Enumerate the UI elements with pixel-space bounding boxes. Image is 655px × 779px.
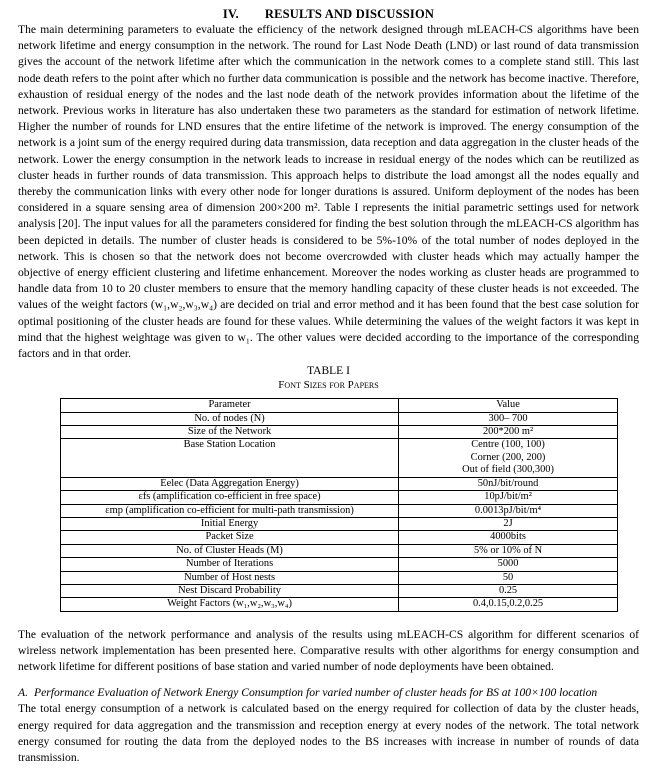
table-row: [61, 584, 618, 597]
base-station-out-of-field: Out of field (300,300): [462, 464, 554, 476]
table-header-value: Value: [399, 399, 618, 412]
spacer: [18, 612, 639, 627]
table-cell-value: [399, 439, 618, 477]
table-row: [61, 571, 618, 584]
table-row: [61, 598, 618, 611]
table-cell-parameter: Number of Host nests: [61, 571, 399, 584]
table-cell-value: 200*200 m²: [399, 426, 618, 439]
table-cell-parameter: No. of nodes (N): [61, 412, 399, 425]
table-cell-parameter: Initial Energy: [61, 517, 399, 530]
table-row: [61, 439, 618, 477]
table-cell-value: 4000bits: [399, 531, 618, 544]
table-row: [61, 491, 618, 504]
table-cell-parameter: Number of Iterations: [61, 558, 399, 571]
table-cell-value: 5000: [399, 558, 618, 571]
table-cell-value: 50: [399, 571, 618, 584]
table-cell-value: 0.25: [399, 584, 618, 597]
table-row: [61, 531, 618, 544]
table-cell-value: 50nJ/bit/round: [399, 477, 618, 490]
table-cell-value: 300– 700: [399, 412, 618, 425]
table-row: [61, 504, 618, 517]
table-cell-parameter: Nest Discard Probability: [61, 584, 399, 597]
table-cell-parameter: εmp (amplification co-efficient for multi-path transmission): [61, 504, 399, 517]
table-cell-parameter: Eelec (Data Aggregation Energy): [61, 477, 399, 490]
table-cell-parameter: Base Station Location: [61, 439, 399, 477]
parameters-table: [60, 398, 618, 612]
subsection-title: Performance Evaluation of Network Energy Consumption for varied number of cluster heads for BS at 100×100 location: [33, 686, 598, 700]
base-station-centre: Centre (100, 100): [471, 439, 545, 451]
table-cell-parameter: εfs (amplification co-efficient in free space): [61, 491, 399, 504]
table-cell-parameter: No. of Cluster Heads (M): [61, 544, 399, 557]
paragraph-evaluation: The evaluation of the network performance and analysis of the results using mLEACH-CS algorithm for different scenarios of wireless network implementation has been presented here. Comparative results with other algorithms for energy consumption and network lifetime for different positions of base station and varied number of node deployments have been obtained.: [18, 627, 639, 674]
table-cell-value: 10pJ/bit/m²: [399, 491, 618, 504]
subsection-letter: A.: [18, 686, 28, 700]
table-cell-parameter: Packet Size: [61, 531, 399, 544]
table-cell-value: 0.0013pJ/bit/m⁴: [399, 504, 618, 517]
table-row: [61, 426, 618, 439]
table-row: [61, 558, 618, 571]
table-title: TABLE I: [307, 365, 350, 378]
paragraph-energy: The total energy consumption of a network is calculated based on the energy required for collection of data by the cluster heads, energy required for data aggregation and the transmission and reception energy at every nodes of the network. The total network energy consumed for routing the data from the deployed nodes to the BS increases with increase in number of rounds of data transmission.: [18, 702, 639, 764]
section-title: RESULTS AND DISCUSSION: [264, 7, 435, 21]
table-row: [61, 517, 618, 530]
section-heading: [18, 6, 639, 22]
subsection-heading: [18, 685, 639, 701]
base-station-corner: Corner (200, 200): [470, 451, 546, 463]
table-header-parameter: Parameter: [61, 399, 399, 412]
table-cell-value: 2J: [399, 517, 618, 530]
table-cell-parameter: Size of the Network: [61, 426, 399, 439]
table-caption: Font Sizes for Papers: [278, 379, 379, 392]
table-row: [61, 544, 618, 557]
table-row: [61, 412, 618, 425]
paragraph-intro: The main determining parameters to evaluate the efficiency of the network designed through mLEACH-CS algorithms have been network lifetime and energy consumption in the network. The round for Last Node Death (LND) or last round of data transmission gives the account of the network lifetime after which the communication in the network comes to a complete stand still. This last node death refers to the point after which no further data communication is possible and the network has become inactive. Therefore, exhaustion of residual energy of the nodes and the last node death of the network provides information about the lifetime of the network. Previous works in literature has also undertaken these two parameters as the standard for estimation of network lifetime. Higher the number of rounds for LND ensures that the entire lifetime of the network is improved. The energy consumption of the network is a joint sum of the energy required during data transmission, data reception and data aggregation in the cluster heads of the network. Lower the energy consumption in the network leads to increase in residual energy of the nodes which can be reutilized as cluster heads in further rounds of data transmission. This approach helps to distribute the load amongst all the nodes equally and thereby the communication links with every other node for longer durations is assured. Uniform deployment of the nodes has been considered in a square sensing area of dimension 200×200 m². Table I represents the initial parametric settings used for network analysis [20]. The input values for all the parameters considered for finding the best solution through the mLEACH-CS algorithm has been depicted in details. The number of cluster heads is considered to be 5%-10% of the total number of nodes deployed in the network. This is chosen so that the network does not become overcrowded with cluster heads which may actually hamper the objective of energy efficient clustering and lifetime enhancement. Moreover the nodes working as cluster heads are programmed to handle data from 10 to 20 cluster members to ensure that the memory handling capacity of these cluster heads is not exceeded. The values of the weight factors (w₁,w₂,w₃,w₄) are decided on trial and error method and it has been found that the best case solution for optimal positioning of the cluster heads are found for these values. While determining the values of the weight factors it was kept in mind that the highest weightage was given to w₁. The other values were decided according to the importance of the corresponding factors and in that order.: [18, 23, 639, 361]
table-row: [61, 477, 618, 490]
table-header-row: [61, 399, 618, 412]
table-cell-parameter: Weight Factors (w₁,w₂,w₃,w₄): [61, 598, 399, 611]
section-number: IV.: [222, 7, 239, 21]
table-cell-value: 0.4,0.15,0.2,0.25: [399, 598, 618, 611]
table-cell-value: 5% or 10% of N: [399, 544, 618, 557]
